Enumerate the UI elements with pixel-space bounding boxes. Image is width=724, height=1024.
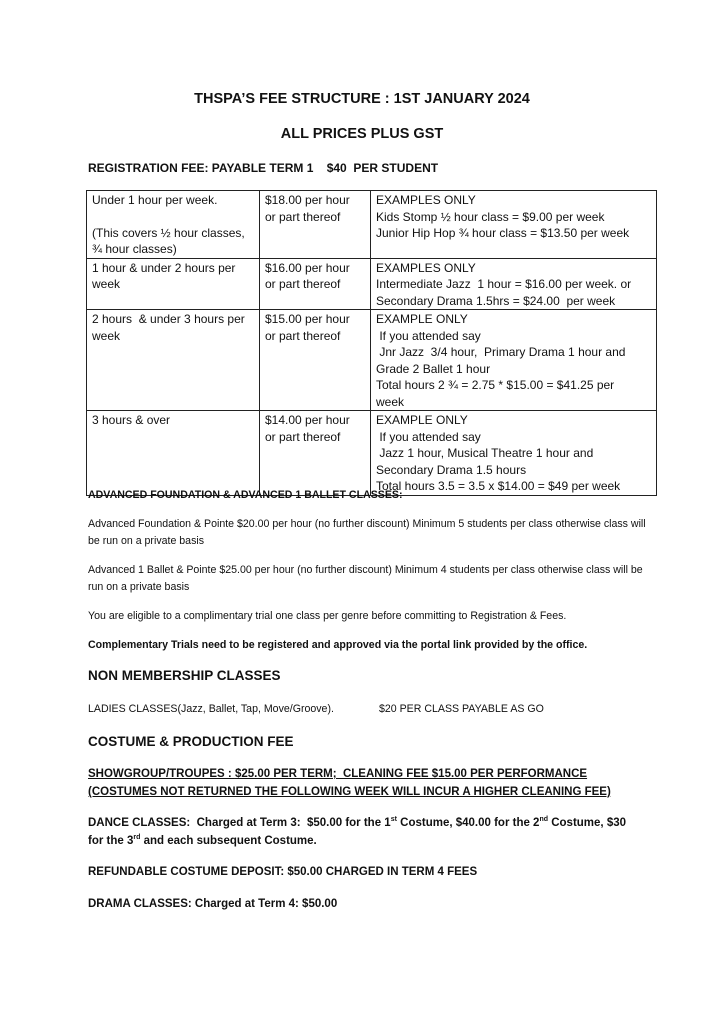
examples-cell <box>371 411 657 496</box>
ordinal-suffix: st <box>390 816 397 823</box>
showgroup-fee <box>88 765 587 783</box>
example-line: EXAMPLES ONLY <box>376 260 476 275</box>
example-line: Grade 2 Ballet 1 hour <box>376 361 491 376</box>
registration-fee: REGISTRATION FEE: PAYABLE TERM 1 $40 PER STUDENT <box>88 161 439 175</box>
rate-cell <box>260 411 371 496</box>
example-line: Jazz 1 hour, Musical Theatre 1 hour and <box>376 446 594 460</box>
example-line: EXAMPLE ONLY <box>376 413 468 427</box>
document-title: THSPA’S FEE STRUCTURE : 1ST JANUARY 2024 <box>194 91 530 107</box>
ladies-price: $20 PER CLASS PAYABLE AS GO <box>379 703 544 715</box>
example-line: week <box>376 394 405 409</box>
duration-text: week <box>92 277 121 291</box>
costume-heading: COSTUME & PRODUCTION FEE <box>88 734 294 749</box>
rate-text: or part thereof <box>265 277 341 291</box>
document-subtitle: ALL PRICES PLUS GST <box>280 126 444 142</box>
dance-text: Costume, $40.00 for the 2 <box>396 817 540 829</box>
rate-text: $18.00 per hour <box>265 193 350 207</box>
table-row <box>87 191 657 259</box>
duration-cell <box>87 411 260 496</box>
advanced-heading: ADVANCED FOUNDATION & ADVANCED 1 BALLET CLASSES: <box>88 489 403 501</box>
rate-cell <box>260 258 371 310</box>
ladies-classes: LADIES CLASSES(Jazz, Ballet, Tap, Move/Groove). <box>88 703 334 715</box>
non-membership-heading: NON MEMBERSHIP CLASSES <box>88 668 281 683</box>
advanced-foundation-text: Advanced Foundation & Pointe $20.00 per hour (no further discount) Minimum 5 students per class otherwise class will be run on a private basis <box>88 518 646 547</box>
advanced-1-text: Advanced 1 Ballet & Pointe $25.00 per hour (no further discount) Minimum 4 students per class otherwise class will be run on a private basis <box>88 564 643 593</box>
examples-cell <box>371 191 657 259</box>
example-line: If you attended say <box>376 429 481 444</box>
example-line: If you attended say <box>376 328 481 343</box>
duration-cell <box>87 310 260 411</box>
example-line: Secondary Drama 1.5 hours <box>376 462 527 477</box>
rate-cell <box>260 191 371 259</box>
duration-cell <box>87 258 260 310</box>
ordinal-suffix: nd <box>539 816 549 823</box>
duration-note: (This covers ½ hour classes, <box>92 225 245 240</box>
duration-note: ¾ hour classes) <box>92 242 177 256</box>
dance-text: Costume, $30 <box>548 817 627 829</box>
duration-text: 2 hours & under 3 hours per <box>92 312 245 326</box>
duration-text: week <box>92 328 121 343</box>
fee-table <box>86 190 657 496</box>
rate-text: or part thereof <box>265 328 341 343</box>
rate-text: $14.00 per hour <box>265 413 350 427</box>
table-row <box>87 258 657 310</box>
duration-cell <box>87 191 260 259</box>
ordinal-suffix: rd <box>133 834 141 841</box>
duration-text: Under 1 hour per week. <box>92 193 218 207</box>
example-line: Jnr Jazz 3/4 hour, Primary Drama 1 hour and <box>376 345 626 359</box>
trial-note: You are eligible to a complimentary trial one class per genre before committing to Registration & Fees. <box>88 610 567 622</box>
rate-cell <box>260 310 371 411</box>
examples-cell <box>371 310 657 411</box>
duration-text: 1 hour & under 2 hours per <box>92 260 236 275</box>
rate-text: $15.00 per hour <box>265 312 350 326</box>
example-line: Junior Hip Hop ¾ hour class = $13.50 per week <box>376 226 630 240</box>
examples-cell <box>371 258 657 310</box>
example-line: Total hours 3.5 = 3.5 x $14.00 = $49 per week <box>376 479 621 493</box>
example-line: Kids Stomp ½ hour class = $9.00 per week <box>376 209 605 224</box>
example-line: Secondary Drama 1.5hrs = $24.00 per week <box>376 293 616 308</box>
showgroup-note: (COSTUMES NOT RETURNED THE FOLLOWING WEEK WILL INCUR A HIGHER CLEANING FEE) <box>88 786 611 798</box>
example-line: Total hours 2 ¾ = 2.75 * $15.00 = $41.25 per <box>376 378 615 392</box>
drama-classes: DRAMA CLASSES: Charged at Term 4: $50.00 <box>88 898 338 910</box>
showgroup-fee-amount: $25.00 PER TERM; CLEANING FEE $15.00 PER PERFORMANCE <box>234 768 588 780</box>
trial-register-note: Complementary Trials need to be registered and approved via the portal link provided by the office. <box>88 639 588 651</box>
dance-classes <box>88 814 626 850</box>
rate-text: or part thereof <box>265 209 341 224</box>
rate-text: $16.00 per hour <box>265 260 350 275</box>
table-row <box>87 411 657 496</box>
showgroup-label: SHOWGROUP/TROUPES : <box>88 768 235 780</box>
dance-text: DANCE CLASSES: Charged at Term 3: $50.00 for the 1 <box>88 817 391 829</box>
rate-text: or part thereof <box>265 429 341 444</box>
example-line: EXAMPLE ONLY <box>376 312 468 326</box>
refundable-deposit: REFUNDABLE COSTUME DEPOSIT: $50.00 CHARGED IN TERM 4 FEES <box>88 866 478 878</box>
example-line: Intermediate Jazz 1 hour = $16.00 per week. or <box>376 277 632 291</box>
table-row <box>87 310 657 411</box>
example-line: EXAMPLES ONLY <box>376 193 476 207</box>
dance-text: for the 3 <box>88 835 134 847</box>
dance-text: and each subsequent Costume. <box>140 835 317 847</box>
duration-text: 3 hours & over <box>92 413 171 427</box>
